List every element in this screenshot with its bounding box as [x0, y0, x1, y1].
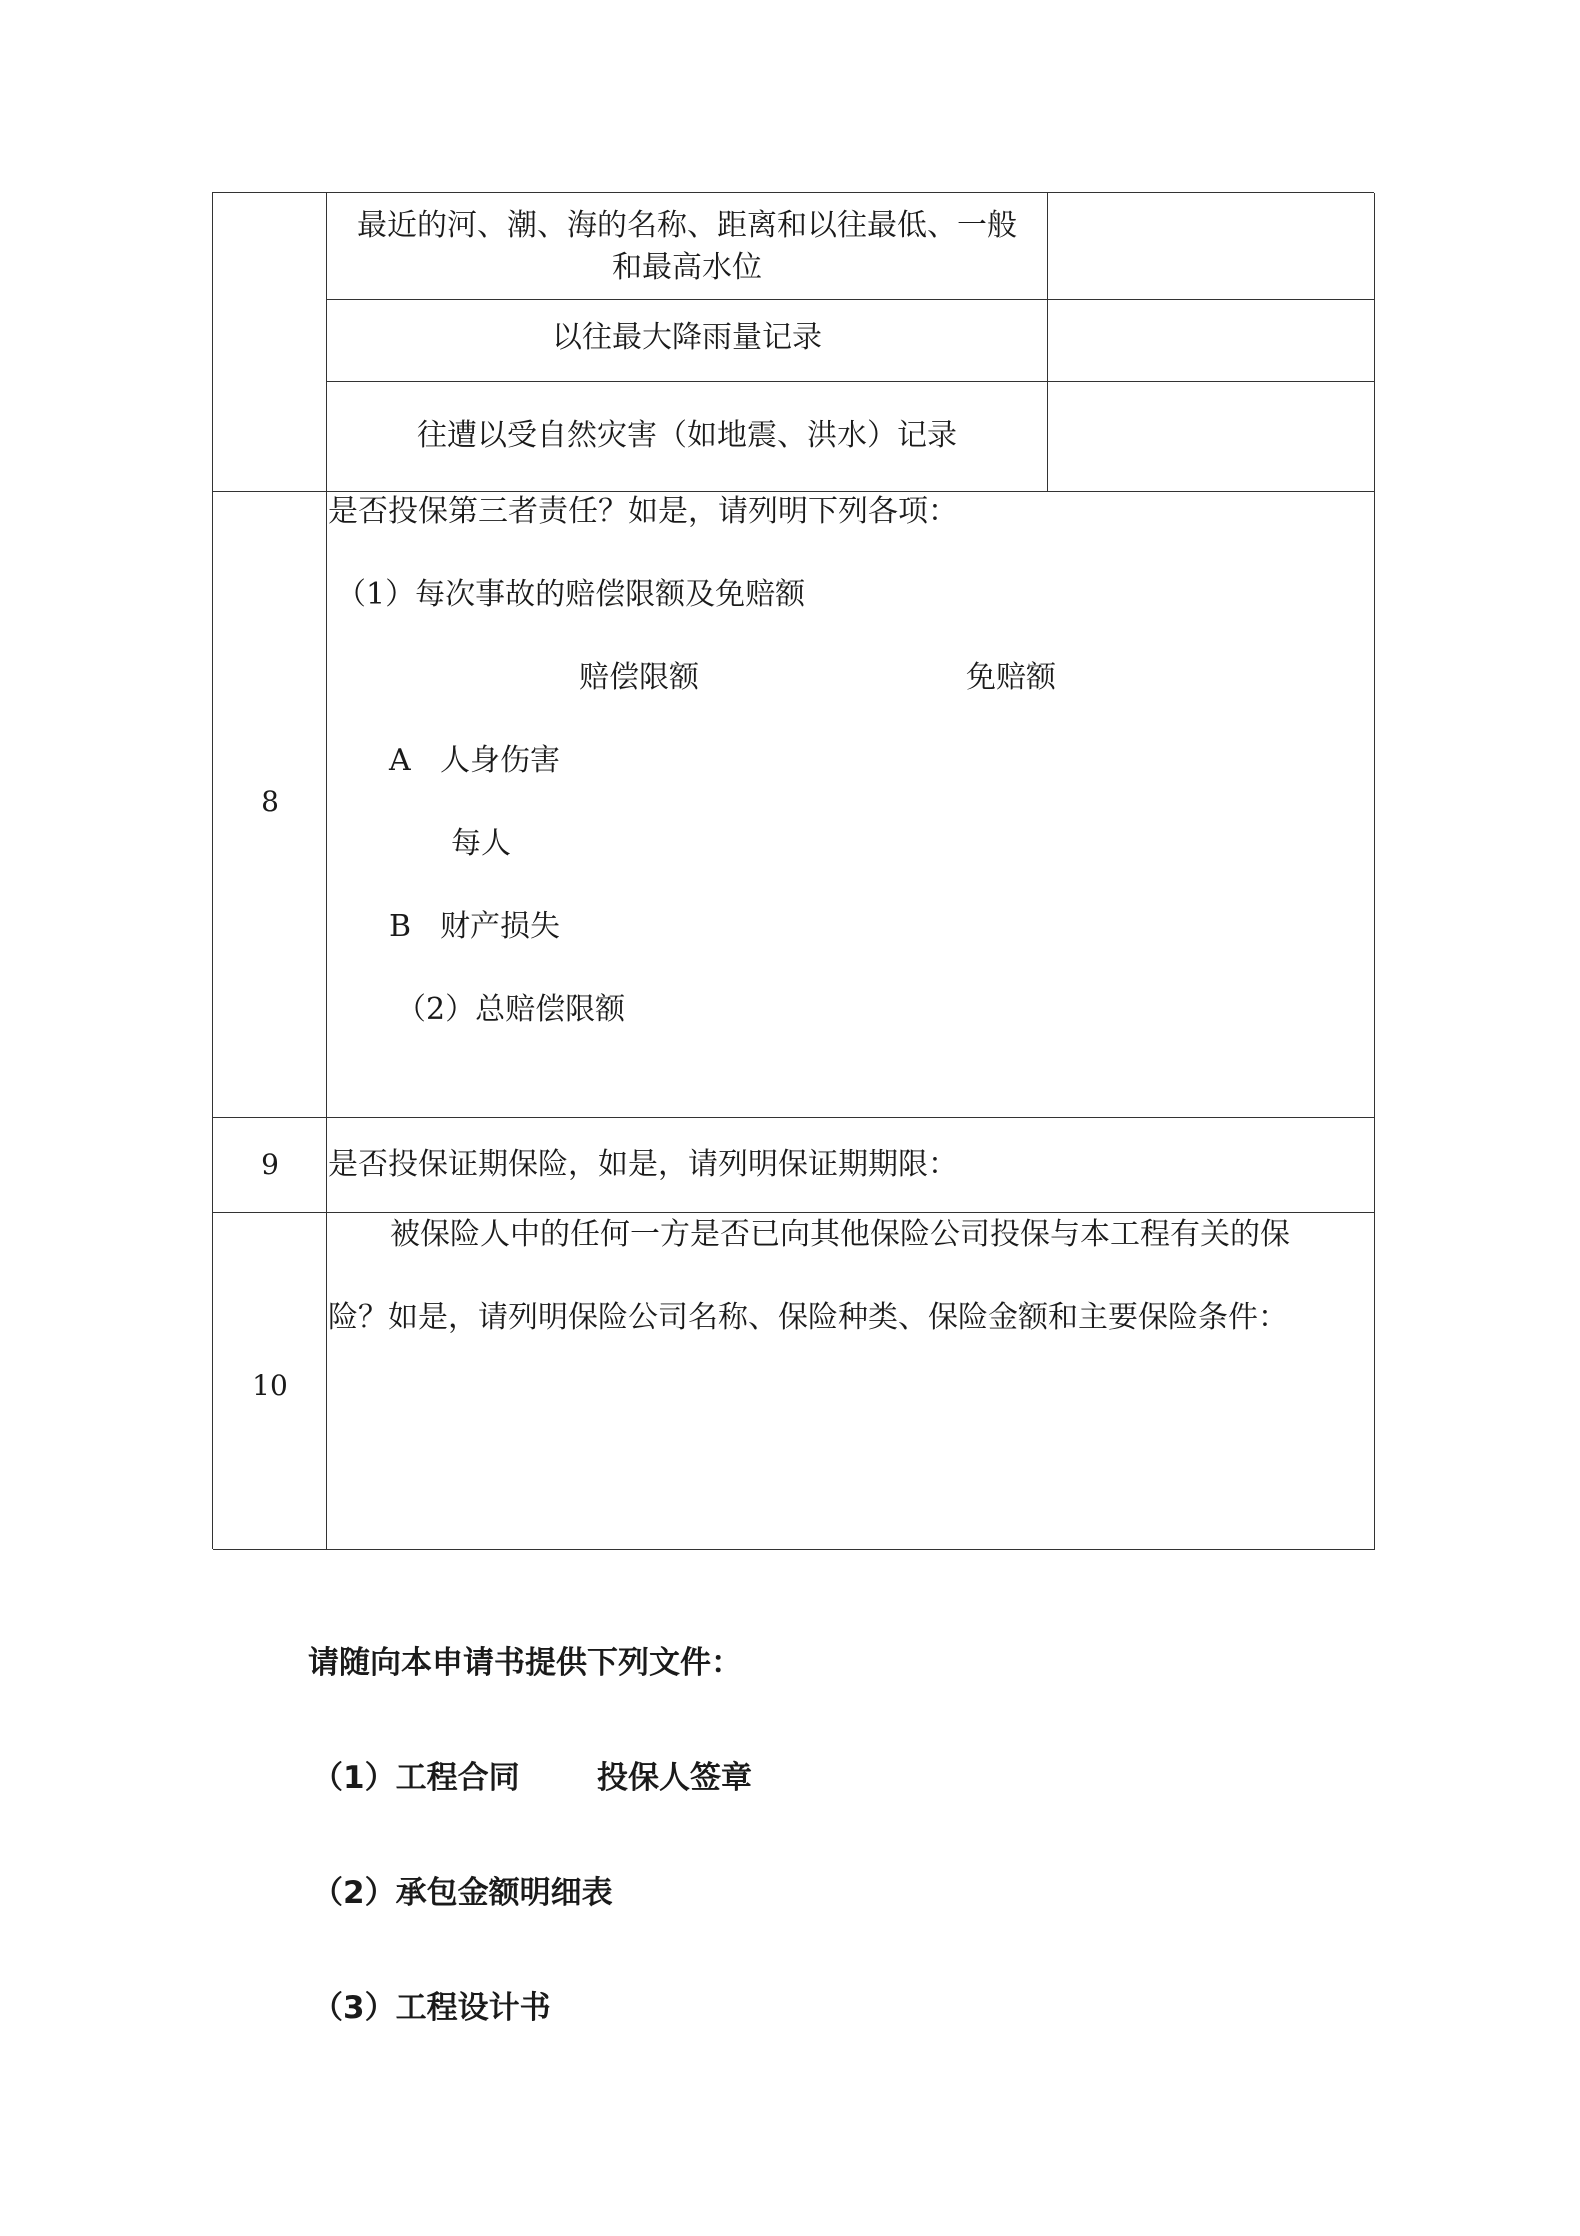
signature-label: 投保人签章: [597, 1760, 752, 1796]
row-8-b-label: B: [389, 909, 412, 944]
attachment-item-2: （2）承包金额明细表: [312, 1875, 613, 1911]
application-form-table: [212, 192, 1374, 1549]
field-disaster-history-label: 往遭以受自然灾害（如地震、洪水）记录: [417, 418, 957, 453]
attachment-item-1: （1）工程合同: [312, 1760, 520, 1796]
field-disaster-history-value[interactable]: [1047, 381, 1375, 492]
field-disaster-history: [326, 381, 1048, 492]
field-rainfall: [326, 299, 1048, 382]
field-rainfall-value[interactable]: [1047, 299, 1375, 382]
row-9-number-cell: [213, 1117, 327, 1213]
row-8-per-person: 每人: [451, 826, 511, 861]
row-8-question: 是否投保第三者责任？如是，请列明下列各项：: [328, 494, 958, 529]
row-9-number: 9: [261, 1148, 279, 1181]
number-cell-blank: [213, 193, 327, 492]
row-10-number-cell: [213, 1212, 327, 1550]
row-9-question: 是否投保证期保险，如是，请列明保证期期限：: [328, 1147, 958, 1182]
row-8-col-deductible: 免赔额: [966, 660, 1056, 695]
field-water-level-label-cont: 和最高水位: [612, 250, 762, 285]
row-8-number-cell: [213, 491, 327, 1118]
field-rainfall-label: 以往最大降雨量记录: [552, 320, 822, 355]
attachment-item-3: （3）工程设计书: [312, 1990, 551, 2026]
field-water-level-value[interactable]: [1047, 193, 1375, 300]
row-8-number: 8: [261, 785, 279, 818]
row-8-b-text: 财产损失: [440, 909, 560, 944]
row-8-item2: （2）总赔偿限额: [396, 992, 626, 1027]
row-8-a-label: A: [389, 743, 411, 778]
row-10-line2: 险？如是，请列明保险公司名称、保险种类、保险金额和主要保险条件：: [328, 1300, 1288, 1335]
field-water-level-label: 最近的河、潮、海的名称、距离和以往最低、一般: [357, 208, 1017, 243]
field-water-level: [326, 193, 1048, 300]
row-8-content: [326, 491, 1375, 1118]
row-9-content: [326, 1117, 1375, 1213]
row-10-line1: 被保险人中的任何一方是否已向其他保险公司投保与本工程有关的保: [390, 1217, 1290, 1252]
row-8-col-limit: 赔偿限额: [579, 660, 699, 695]
row-8-item1: （1）每次事故的赔偿限额及免赔额: [336, 577, 806, 612]
row-10-number: 10: [252, 1369, 288, 1402]
row-8-a-text: 人身伤害: [440, 743, 560, 778]
row-10-content: [326, 1212, 1375, 1550]
attachments-intro: 请随向本申请书提供下列文件：: [308, 1645, 742, 1681]
